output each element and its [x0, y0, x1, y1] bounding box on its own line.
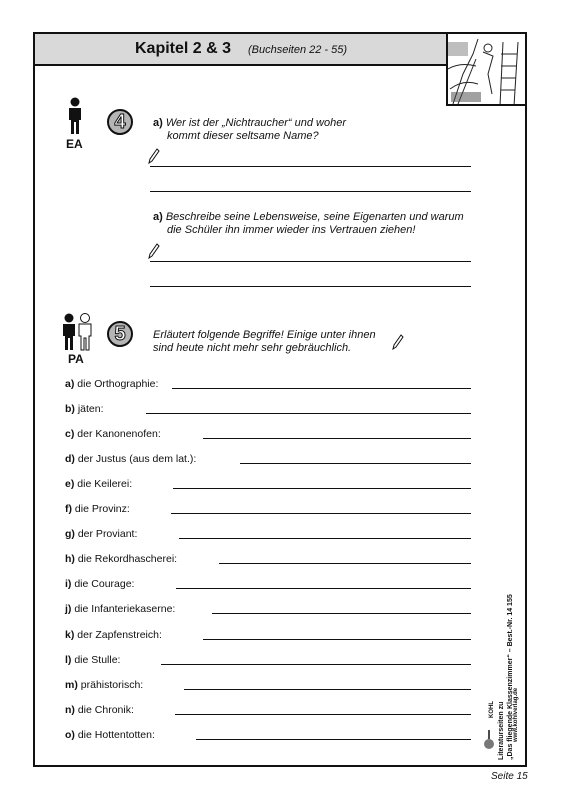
publisher-side-text: Literaturseiten zu „Das fliegende Klassenzimmer“ – Best.-Nr. 14 155	[498, 594, 514, 760]
answer-line[interactable]	[203, 639, 471, 640]
answer-line[interactable]	[172, 388, 471, 389]
page-number: Seite 15	[491, 771, 528, 782]
term-item: g) der Proviant:	[65, 528, 138, 540]
answer-line[interactable]	[203, 438, 471, 439]
pencil-icon	[392, 334, 404, 350]
answer-line[interactable]	[176, 588, 471, 589]
answer-line[interactable]	[175, 714, 471, 715]
term-item: j) die Infanteriekaserne:	[65, 603, 176, 615]
answer-line[interactable]	[219, 563, 471, 564]
term-item: n) die Chronik:	[65, 704, 134, 716]
task-number-badge: 4	[107, 109, 133, 135]
answer-line[interactable]	[173, 488, 471, 489]
chapter-title: Kapitel 2 & 3	[135, 40, 232, 57]
svg-text:KOHL: KOHL	[489, 701, 495, 718]
question-4b: a) Beschreibe seine Lebensweise, seine Eigenarten und warum die Schüler ihn immer wieder ins Vertrauen ziehen!	[153, 211, 464, 236]
term-item: i) die Courage:	[65, 578, 135, 590]
term-item: l) die Stulle:	[65, 654, 121, 666]
term-item: f) die Provinz:	[65, 503, 130, 515]
book-pages: (Buchseiten 22 - 55)	[248, 44, 348, 56]
illustration-image	[446, 34, 525, 106]
mode-label-pa: PA	[68, 352, 84, 366]
answer-line[interactable]	[240, 463, 471, 464]
task5-instructions: Erläutert folgende Begriffe! Einige unter ihnen sind heute nicht mehr sehr gebräuchlich.	[153, 329, 376, 354]
answer-line[interactable]	[150, 166, 471, 167]
publisher-logo	[481, 700, 497, 750]
mode-label-ea: EA	[66, 137, 83, 151]
answer-line[interactable]	[179, 538, 471, 539]
pencil-icon	[148, 148, 160, 164]
publisher-url: www.kohlverlag.de	[513, 687, 519, 742]
answer-line[interactable]	[196, 739, 471, 740]
term-item: k) der Zapfenstreich:	[65, 629, 162, 641]
term-item: m) prähistorisch:	[65, 679, 144, 691]
answer-line[interactable]	[184, 689, 471, 690]
answer-line[interactable]	[150, 261, 471, 262]
pair-people-icon	[60, 313, 94, 351]
pencil-icon	[148, 243, 160, 259]
answer-line[interactable]	[150, 286, 471, 287]
chapter-header	[35, 34, 446, 66]
term-item: d) der Justus (aus dem lat.):	[65, 453, 197, 465]
answer-line[interactable]	[171, 513, 471, 514]
question-4a: a) Wer ist der „Nichtraucher“ und woher kommt dieser seltsame Name?	[153, 117, 346, 142]
term-item: h) die Rekordhascherei:	[65, 553, 178, 565]
single-person-icon	[66, 97, 84, 135]
term-item: b) jäten:	[65, 403, 104, 415]
term-item: c) der Kanonenofen:	[65, 428, 161, 440]
answer-line[interactable]	[161, 664, 471, 665]
term-item: o) die Hottentotten:	[65, 729, 155, 741]
task-number-badge: 5	[107, 321, 133, 347]
answer-line[interactable]	[146, 413, 471, 414]
term-item: e) die Keilerei:	[65, 478, 133, 490]
answer-line[interactable]	[150, 191, 471, 192]
answer-line[interactable]	[212, 613, 471, 614]
term-item: a) die Orthographie:	[65, 378, 159, 390]
